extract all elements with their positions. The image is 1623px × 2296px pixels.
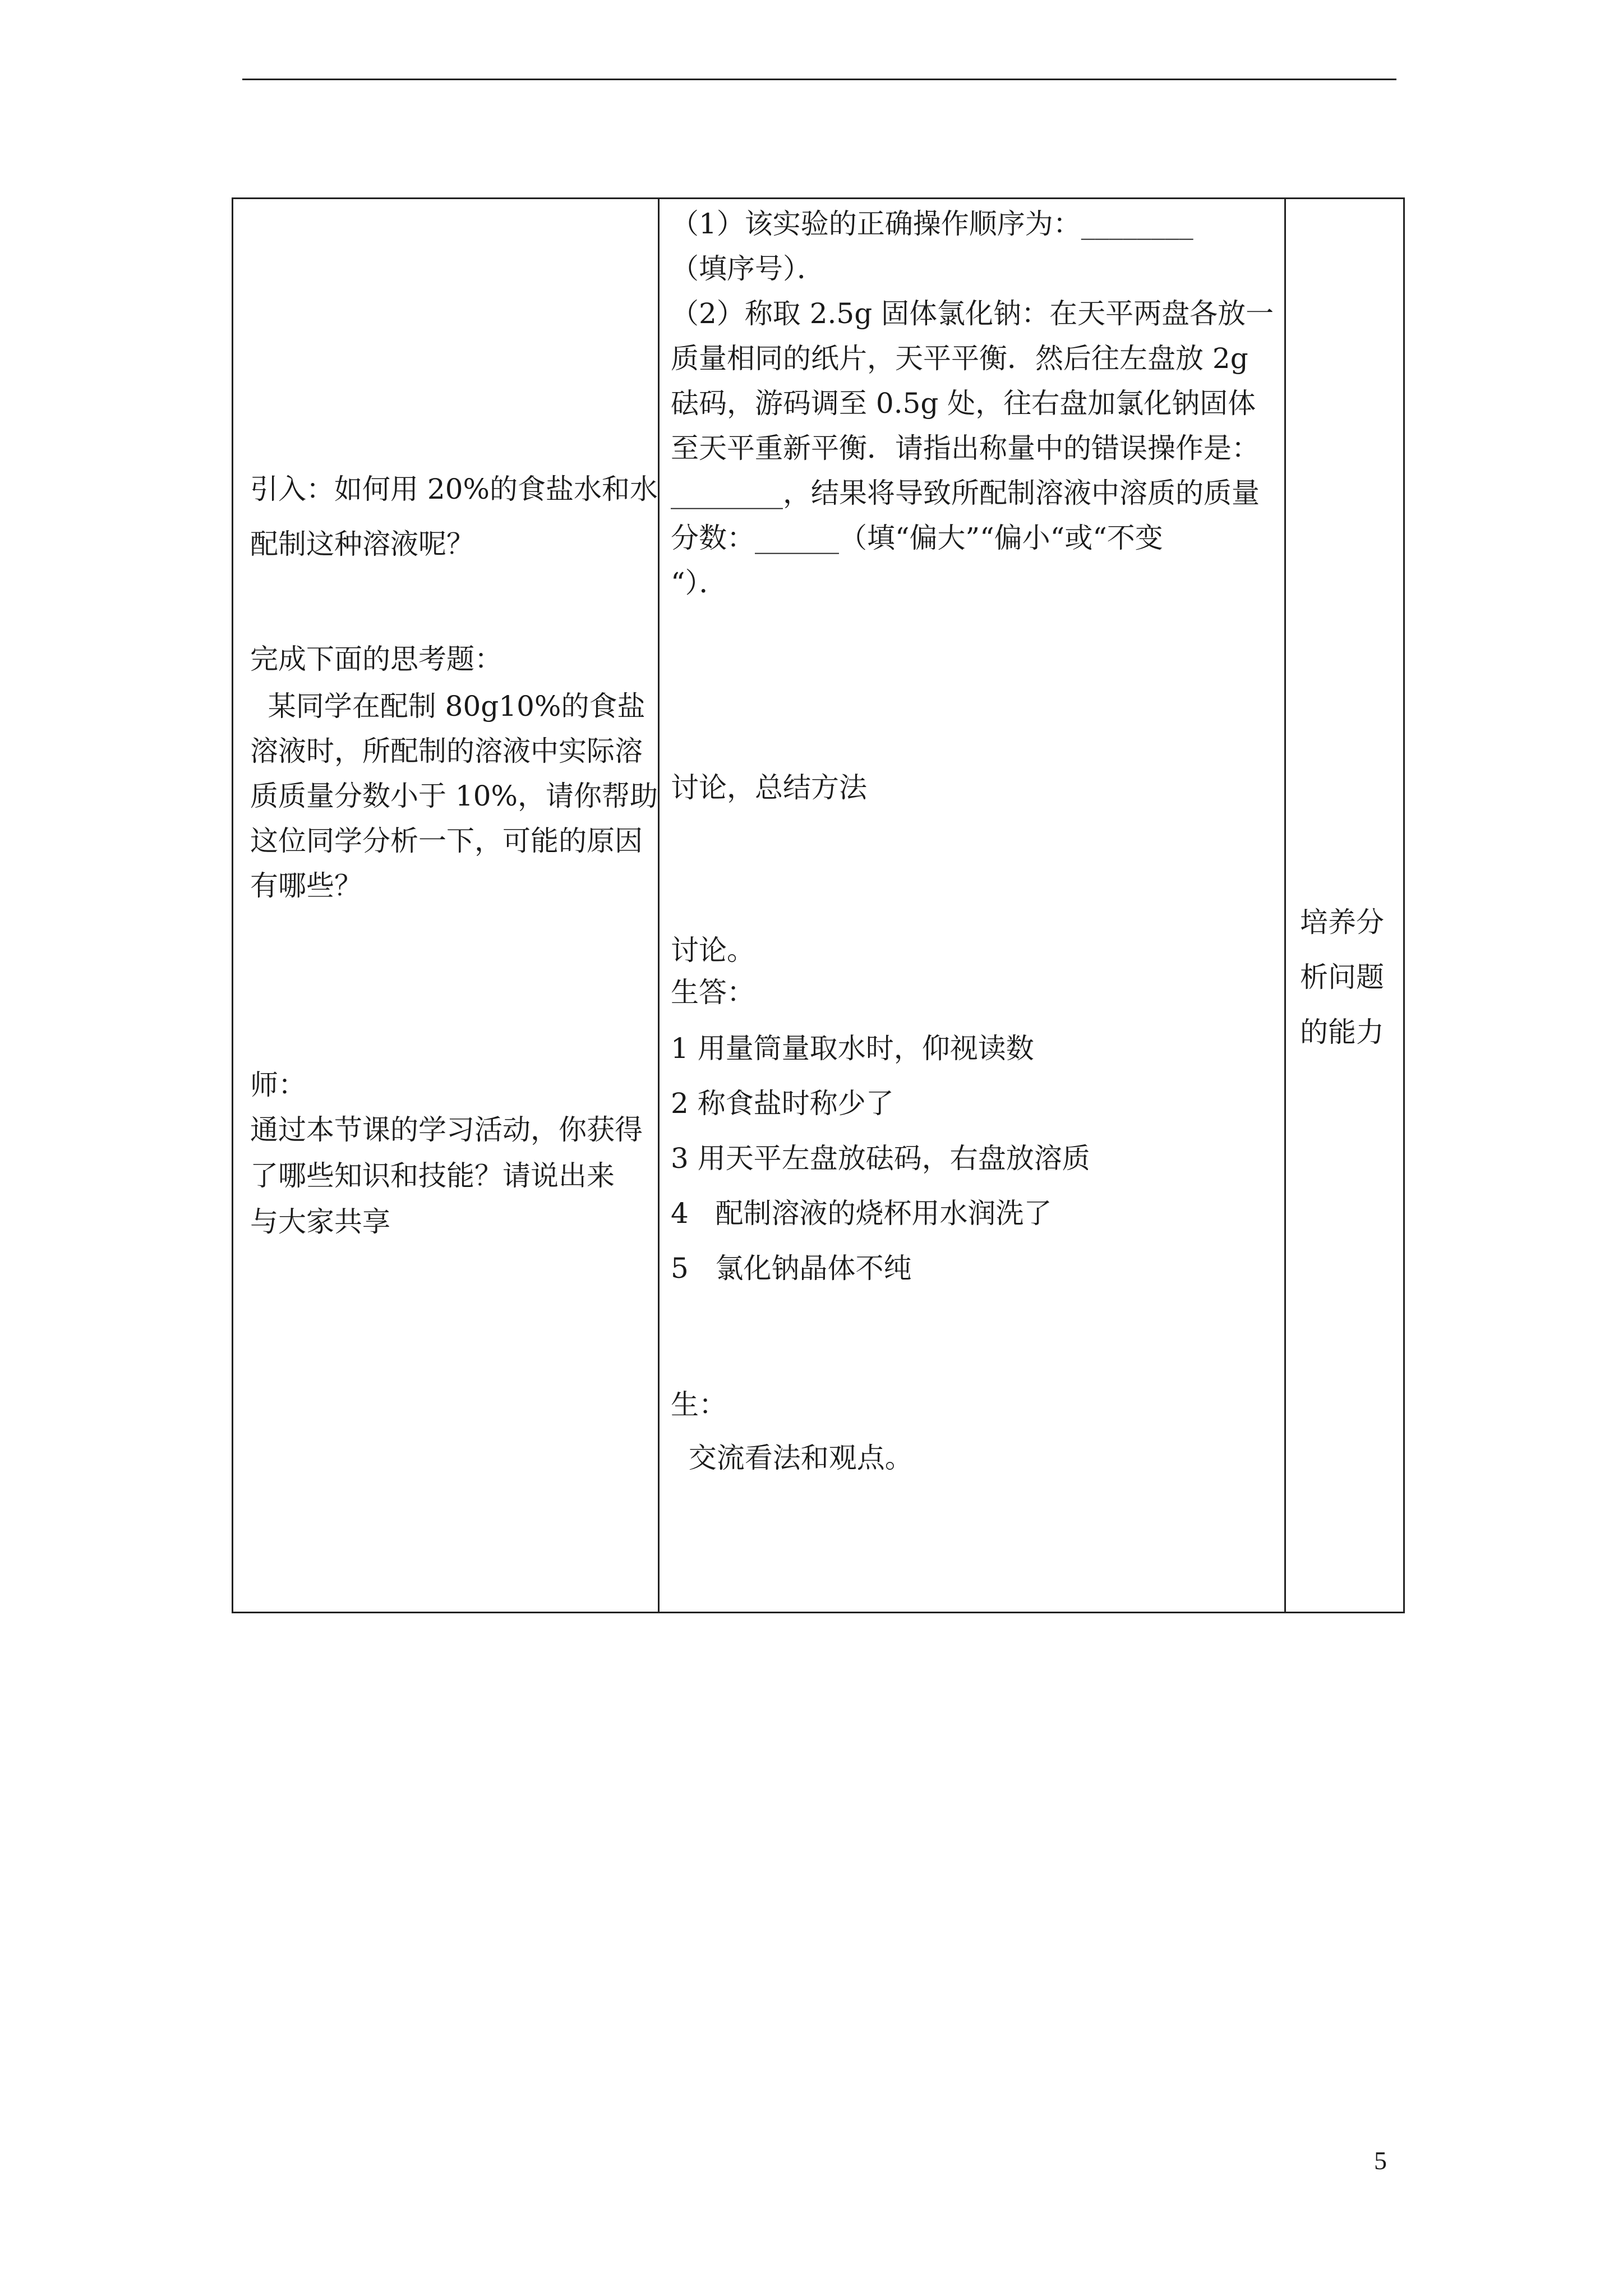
q2-line-5: ________，结果将导致所配制溶液中溶质的质量 (671, 477, 1260, 509)
teacher-line-2: 了哪些知识和技能？请说出来 (250, 1159, 615, 1192)
think-line-4: 这位同学分析一下，可能的原因 (250, 825, 643, 857)
design-intent-column (1286, 199, 1403, 1612)
teacher-line-3: 与大家共享 (250, 1205, 390, 1238)
purpose-line-3: 的能力 (1300, 1016, 1384, 1048)
think-line-2: 溶液时，所配制的溶液中实际溶 (250, 735, 643, 767)
think-line-1: 某同学在配制 80g10%的食盐 (250, 690, 645, 723)
q2-line-1: （2）称取 2.5g 固体氯化钠：在天平两盘各放一 (671, 297, 1274, 330)
intro-line-2: 配制这种溶液呢？ (250, 528, 474, 560)
answer-5: 5 氯化钠晶体不纯 (671, 1252, 912, 1285)
student-body: 交流看法和观点。 (671, 1442, 913, 1474)
student-label: 生： (671, 1388, 727, 1421)
discuss: 讨论。 (671, 934, 755, 967)
q2-line-3: 砝码，游码调至 0.5g 处，往右盘加氯化钠固体 (671, 387, 1256, 420)
q2-line-6: 分数：______（填“偏大”“偏小“或“不变 (671, 522, 1163, 554)
answer-4: 4 配制溶液的烧杯用水润洗了 (671, 1197, 1052, 1230)
think-line-5: 有哪些？ (250, 869, 362, 902)
q1-line-2: （填序号）． (671, 252, 825, 285)
q2-line-2: 质量相同的纸片，天平平衡．然后往左盘放 2g (671, 342, 1248, 375)
discuss-summary: 讨论，总结方法 (671, 771, 867, 804)
purpose-line-2: 析问题 (1300, 961, 1384, 993)
answer-3: 3 用天平左盘放砝码，右盘放溶质 (671, 1142, 1090, 1175)
q1-line-1: （1）该实验的正确操作顺序为：________ (671, 208, 1193, 240)
answer-2: 2 称食盐时称少了 (671, 1087, 894, 1120)
q2-line-7: “）． (671, 567, 727, 599)
teacher-label: 师： (250, 1069, 306, 1101)
header-rule (242, 79, 1396, 80)
intro-line-1: 引入：如何用 20%的食盐水和水 (250, 473, 658, 505)
think-title: 完成下面的思考题： (250, 643, 502, 675)
answer-label: 生答： (671, 976, 755, 1009)
answer-1: 1 用量筒量取水时，仰视读数 (671, 1032, 1034, 1065)
lesson-table (232, 197, 1405, 1613)
teacher-line-1: 通过本节课的学习活动，你获得 (250, 1114, 643, 1146)
q2-line-4: 至天平重新平衡．请指出称量中的错误操作是： (671, 432, 1260, 464)
page-number: 5 (1374, 2146, 1387, 2175)
student-activity-column (660, 199, 1286, 1612)
purpose-line-1: 培养分 (1300, 906, 1384, 938)
teacher-activity-column (233, 199, 660, 1612)
think-line-3: 质质量分数小于 10%，请你帮助 (250, 780, 658, 812)
